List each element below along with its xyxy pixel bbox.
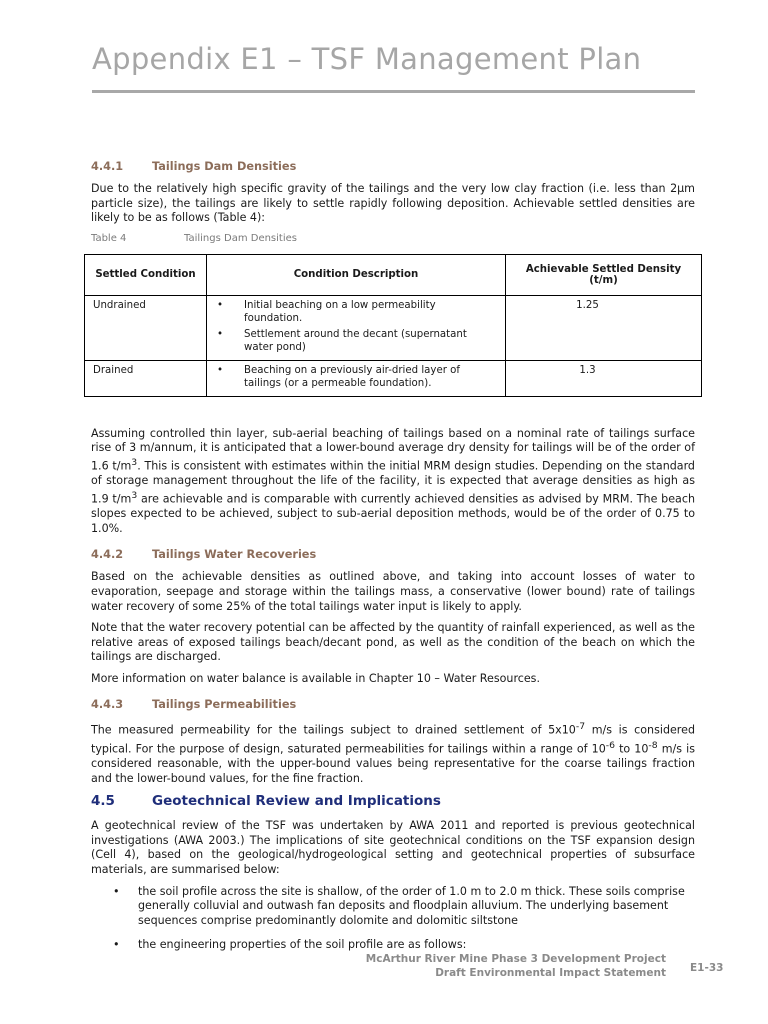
list-item: • Settlement around the decant (supernatant water pond) [215,328,497,355]
table-row [85,295,702,360]
caption-number: Table 4 [91,232,127,244]
title-rule [92,90,695,93]
paragraph: Due to the relatively high specific gravity of the tailings and the very low clay fraction (i.e. less than 2µm particle size), the tailings are likely to settle rapidly following deposition. Achievable settled densities are likely to be as follows (Table 4): [91,182,695,225]
document-body [91,160,695,963]
table-cell [207,360,506,396]
list-item: • the soil profile across the site is shallow, of the order of 1.0 m to 2.0 m thick. These soils comprise generally colluvial and outwash fan deposits and floodplain alluvium. The underlying basement sequences comprise predominantly dolomite and dolomitic siltstone [91,885,695,929]
table-header-row [85,254,702,295]
column-header: Settled Condition [85,254,207,295]
page-number: E1-33 [690,962,724,974]
heading-number: 4.4.2 [91,548,124,562]
list-item: • the engineering properties of the soil profile are as follows: [91,938,695,953]
heading-text: Tailings Permeabilities [152,698,297,712]
footer-project: McArthur River Mine Phase 3 Development Project [365,953,666,965]
bullet-list [91,885,695,953]
column-header: Condition Description [207,254,506,295]
table-cell: 1.3 [506,360,702,396]
paragraph: Note that the water recovery potential can be affected by the quantity of rainfall experienced, as well as the relative areas of exposed tailings beach/decant pond, as well as the condition of the beach on which the tailings are discharged. [91,621,695,664]
table-cell: 1.25 [506,295,702,360]
heading-number: 4.4.3 [91,698,124,712]
heading-number: 4.4.1 [91,160,124,173]
list-item: • Beaching on a previously air-dried layer of tailings (or a permeable foundation). [215,364,497,391]
heading-4-4-3 [91,698,695,711]
paragraph: The measured permeability for the tailings subject to drained settlement of $5x10^{-7}$ m/s is considered typical. For the purpose of design, saturated permeabilities for tailings within a range of $10^{-6}$ to $10^{-8}$ m/s is considered reasonable, with the upper-bound values being representative for the coarse tailings fraction and the lower-bound values, for the fine fraction. [91,721,695,785]
table-caption [91,233,695,244]
description-list [215,364,497,391]
paragraph: Based on the achievable densities as outlined above, and taking into account losses of water to evaporation, seepage and storage within the tailings mass, a conservative (lower bound) rate of tailings water recovery of some 25% of the total tailings water input is likely to apply. [91,570,695,613]
footer-document: Draft Environmental Impact Statement [435,967,666,979]
paragraph: A geotechnical review of the TSF was undertaken by AWA 2011 and reported is previous geotechnical investigations (AWA 2003.) The implications of site geotechnical conditions on the TSF expansion design (Cell 4), based on the geological/hydrogeological setting and geotechnical properties of subsurface materials, are summarised below: [91,819,695,876]
table-row [85,360,702,396]
paragraph: Assuming controlled thin layer, sub-aerial beaching of tailings based on a nominal rate of tailings surface rise of 3 m/annum, it is anticipated that a lower-bound average dry density for tailings will be of the order of 1.6 $t/m^3$. This is consistent with estimates within the initial MRM design studies. Depending on the standard of storage management throughout the life of the facility, it is expected that average densities as high as 1.9 $t/m^3$ are achievable and is comparable with currently achieved densities as advised by MRM. The beach slopes expected to be achieved, subject to sub-aerial deposition methods, would be of the order of 0.75 to 1.0%. [91,426,695,535]
heading-text: Tailings Dam Densities [152,160,297,173]
heading-text: Tailings Water Recoveries [152,548,317,562]
table-cell: Undrained [85,295,207,360]
list-item: • Initial beaching on a low permeability foundation. [215,299,497,326]
caption-title: Tailings Dam Densities [184,232,297,244]
heading-4-5 [91,793,695,809]
table-cell: Drained [85,360,207,396]
heading-text: Geotechnical Review and Implications [152,793,441,810]
heading-4-4-2 [91,548,695,561]
table-cell [207,295,506,360]
paragraph: More information on water balance is available in Chapter 10 – Water Resources. [91,671,540,685]
column-header: Achievable Settled Density (t/m) [506,254,702,295]
heading-4-4-1 [91,160,695,173]
densities-table [84,254,702,397]
page-title: Appendix E1 – TSF Management Plan [92,42,642,76]
footer [300,952,666,980]
heading-number: 4.5 [91,793,115,810]
description-list [215,299,497,355]
